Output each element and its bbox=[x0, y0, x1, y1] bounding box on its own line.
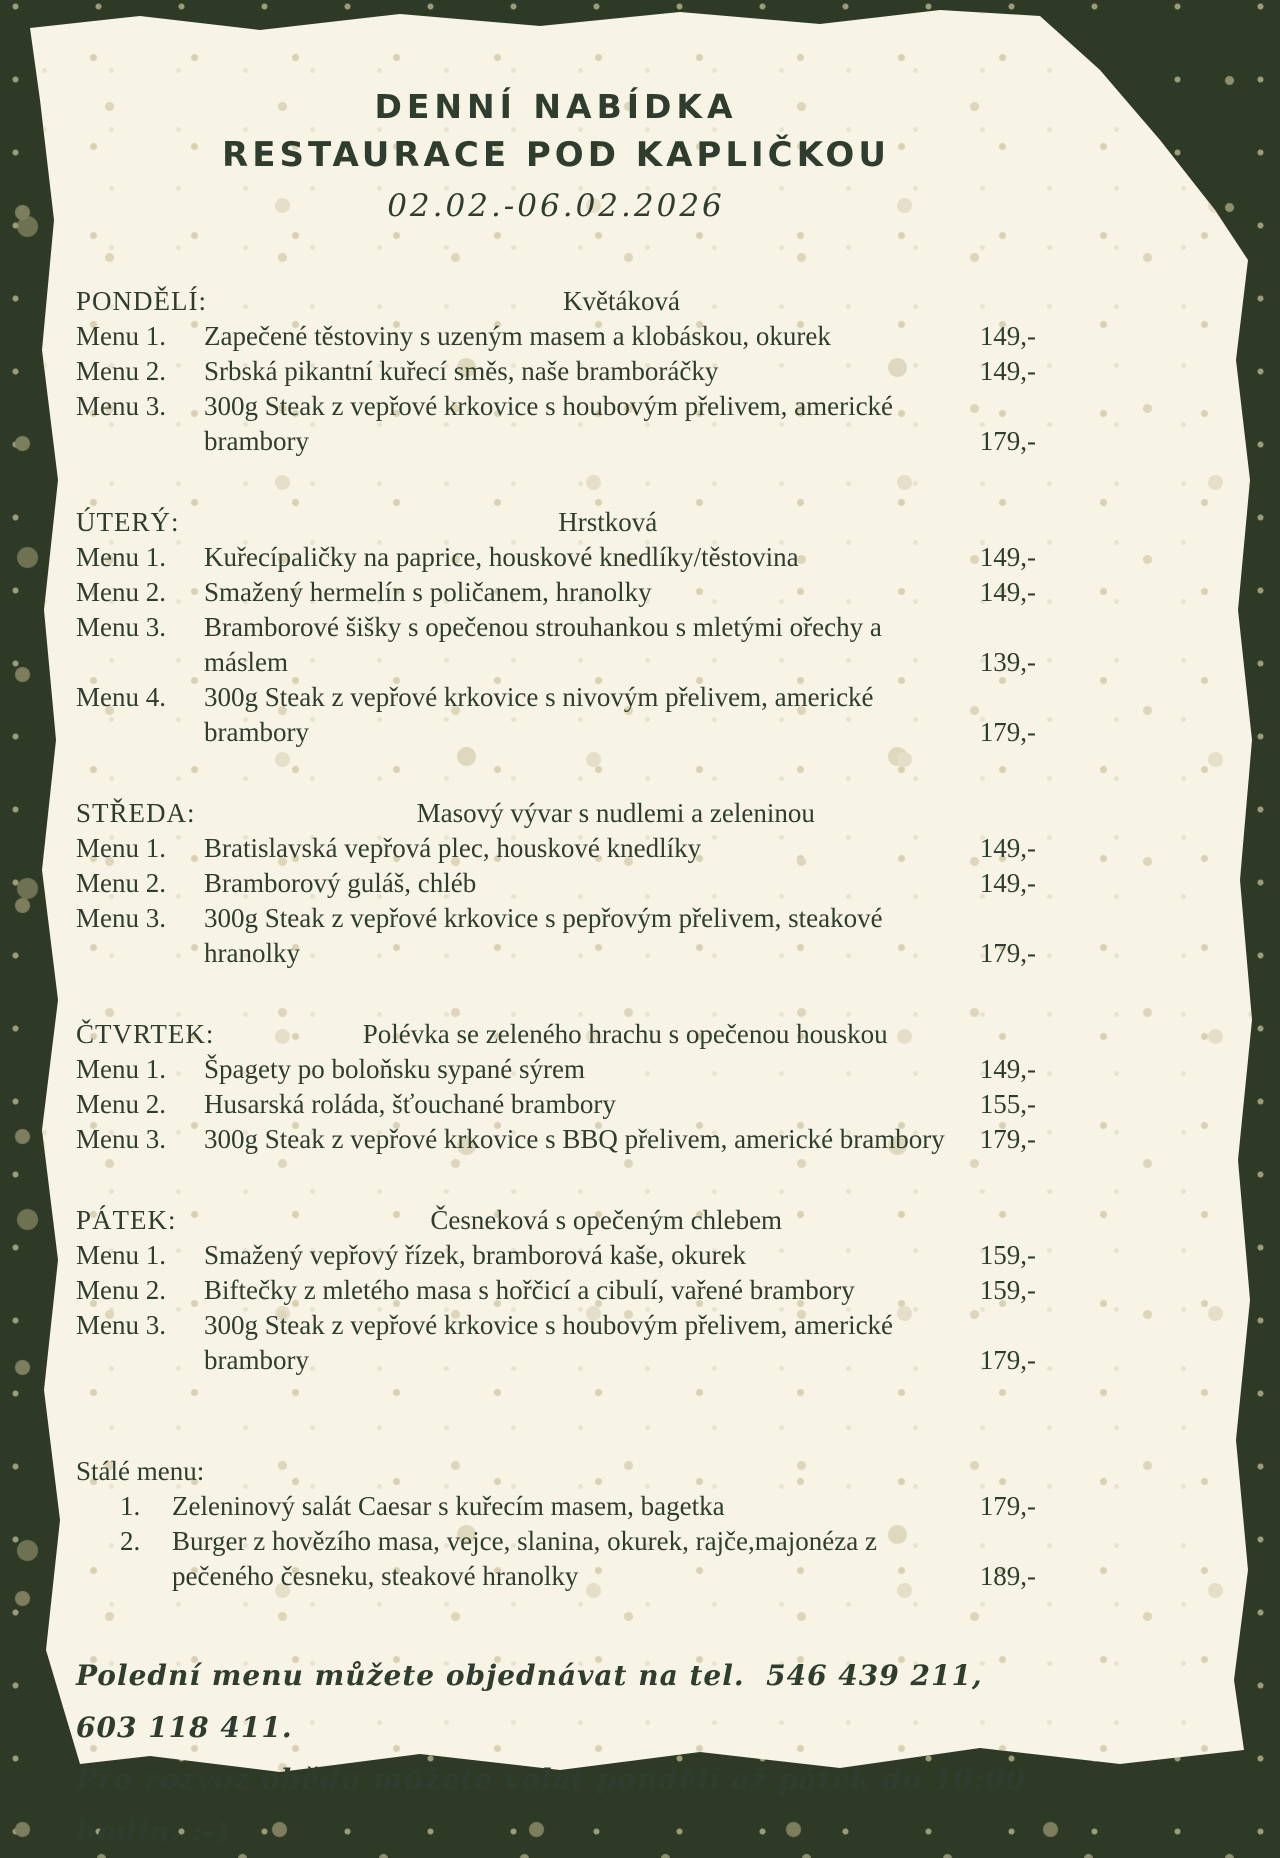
menu-item bbox=[76, 1052, 1036, 1087]
day-soup: Hrstková bbox=[558, 507, 658, 537]
footer-delivery-line: Pro rozvoz obědu můžete volat pondělí až pátek do 10:00 hodin. :-) bbox=[76, 1763, 1037, 1848]
menu-content bbox=[76, 84, 1036, 1858]
menu-item-price: 149,- bbox=[979, 356, 1036, 386]
day-section-wednesday bbox=[76, 796, 1036, 971]
menu-item-label: Menu 2. bbox=[76, 356, 166, 386]
menu-item-label: Menu 1. bbox=[76, 1240, 166, 1270]
menu-item-text: Špagety po boloňsku sypané sýrem bbox=[204, 1054, 585, 1084]
menu-item bbox=[76, 389, 1036, 459]
menu-item-price: 179,- bbox=[979, 938, 1036, 968]
menu-item-label: Menu 2. bbox=[76, 868, 166, 898]
footer-phone-line: Polední menu můžete objednávat na tel. 546 439 211, 603 118 411. bbox=[76, 1659, 1005, 1744]
menu-item-price: 149,- bbox=[979, 577, 1036, 607]
menu-item-price: 149,- bbox=[979, 868, 1036, 898]
day-section-friday bbox=[76, 1203, 1036, 1378]
menu-item bbox=[76, 575, 1036, 610]
day-section-thursday bbox=[76, 1017, 1036, 1157]
menu-item-label: Menu 1. bbox=[76, 833, 166, 863]
menu-item-label: Menu 2. bbox=[76, 1089, 166, 1119]
day-soup: Polévka se zeleného hrachu s opečenou houskou bbox=[362, 1019, 888, 1049]
day-soup: Česneková s opečeným chlebem bbox=[430, 1205, 783, 1235]
menu-item-label: Menu 2. bbox=[76, 1275, 166, 1305]
day-soup: Květáková bbox=[563, 286, 680, 316]
menu-item bbox=[76, 901, 1036, 971]
menu-item-text: 300g Steak z vepřové krkovice s BBQ přelivem, americké brambory bbox=[204, 1124, 945, 1154]
menu-item-label: 2. bbox=[120, 1526, 141, 1556]
menu-item-label: Menu 1. bbox=[76, 542, 166, 572]
menu-item-label: Menu 3. bbox=[76, 612, 166, 642]
menu-item-label: 1. bbox=[120, 1491, 141, 1521]
menu-item-text: Smažený hermelín s poličanem, hranolky bbox=[204, 577, 652, 607]
menu-item-text: 300g Steak z vepřové krkovice s houbovým přelivem, americké brambory bbox=[204, 1310, 894, 1375]
day-name: ÚTERÝ: bbox=[76, 507, 180, 537]
day-header bbox=[76, 1203, 1036, 1238]
menu-item bbox=[76, 1308, 1036, 1378]
day-header bbox=[76, 1017, 1036, 1052]
menu-item-price: 179,- bbox=[979, 426, 1036, 456]
menu-item bbox=[76, 354, 1036, 389]
menu-item-price: 179,- bbox=[979, 1124, 1036, 1154]
menu-item-price: 149,- bbox=[979, 1054, 1036, 1084]
menu-item-text: 300g Steak z vepřové krkovice s pepřovým přelivem, steakové hranolky bbox=[204, 903, 883, 968]
date-range: 02.02.-06.02.2026 bbox=[387, 188, 725, 224]
menu-item bbox=[76, 1273, 1036, 1308]
title-block bbox=[76, 84, 1036, 232]
menu-item bbox=[76, 1087, 1036, 1122]
menu-item-price: 179,- bbox=[979, 1491, 1036, 1521]
menu-item-price: 179,- bbox=[979, 1345, 1036, 1375]
menu-item-text: 300g Steak z vepřové krkovice s houbovým přelivem, americké brambory bbox=[204, 391, 894, 456]
menu-item-text: Bramborové šišky s opečenou strouhankou s mletými ořechy a máslem bbox=[204, 612, 882, 677]
day-soup: Masový vývar s nudlemi a zeleninou bbox=[416, 798, 815, 828]
menu-item-price: 159,- bbox=[979, 1275, 1036, 1305]
menu-item-text: Kuřecípaličky na paprice, houskové knedlíky/těstovina bbox=[204, 542, 799, 572]
menu-item-text: Smažený vepřový řízek, bramborová kaše, okurek bbox=[204, 1240, 747, 1270]
menu-item-text: Bratislavská vepřová plec, houskové knedlíky bbox=[204, 833, 702, 863]
menu-item-price: 149,- bbox=[979, 321, 1036, 351]
menu-item-label: Menu 2. bbox=[76, 577, 166, 607]
menu-item-label: Menu 4. bbox=[76, 682, 166, 712]
menu-item bbox=[76, 1238, 1036, 1273]
menu-item-label: Menu 3. bbox=[76, 391, 166, 421]
menu-item bbox=[76, 319, 1036, 354]
menu-item bbox=[76, 866, 1036, 901]
menu-item-text: Husarská roláda, šťouchané brambory bbox=[204, 1089, 616, 1119]
restaurant-name: RESTAURACE POD KAPLIČKOU bbox=[222, 135, 890, 175]
day-name: PONDĚLÍ: bbox=[76, 286, 207, 316]
permanent-menu-title: Stálé menu: bbox=[76, 1456, 205, 1486]
day-section-monday bbox=[76, 284, 1036, 459]
page-title: DENNÍ NABÍDKA bbox=[374, 87, 738, 126]
day-header bbox=[76, 284, 1036, 319]
menu-item-price: 139,- bbox=[979, 647, 1036, 677]
menu-item-label: Menu 3. bbox=[76, 903, 166, 933]
day-header bbox=[76, 505, 1036, 540]
menu-item-label: Menu 3. bbox=[76, 1124, 166, 1154]
menu-item-price: 155,- bbox=[979, 1089, 1036, 1119]
menu-item bbox=[76, 610, 1036, 680]
menu-item-price: 179,- bbox=[979, 717, 1036, 747]
permanent-menu-section bbox=[76, 1454, 1036, 1594]
menu-item-text: Zapečené těstoviny s uzeným masem a klobáskou, okurek bbox=[204, 321, 831, 351]
menu-item bbox=[76, 540, 1036, 575]
menu-item-text: 300g Steak z vepřové krkovice s nivovým přelivem, americké brambory bbox=[204, 682, 874, 747]
menu-item-label: Menu 3. bbox=[76, 1310, 166, 1340]
menu-item bbox=[76, 680, 1036, 750]
menu-item-text: Srbská pikantní kuřecí směs, naše bramboráčky bbox=[204, 356, 719, 386]
day-section-tuesday bbox=[76, 505, 1036, 750]
menu-item-price: 159,- bbox=[979, 1240, 1036, 1270]
menu-item-label: Menu 1. bbox=[76, 321, 166, 351]
day-header bbox=[76, 796, 1036, 831]
menu-item-price: 149,- bbox=[979, 833, 1036, 863]
menu-item bbox=[76, 1489, 1036, 1524]
menu-item bbox=[76, 1524, 1036, 1594]
day-name: PÁTEK: bbox=[76, 1205, 177, 1235]
menu-item-text: Burger z hovězího masa, vejce, slanina, okurek, rajče,majonéza z pečeného česneku, steakové hranolky bbox=[172, 1526, 877, 1591]
footer-note bbox=[76, 1650, 1036, 1858]
day-name: ČTVRTEK: bbox=[76, 1019, 215, 1049]
menu-item-price: 149,- bbox=[979, 542, 1036, 572]
menu-item bbox=[76, 1122, 1036, 1157]
menu-item-text: Zeleninový salát Caesar s kuřecím masem, bagetka bbox=[172, 1491, 725, 1521]
menu-item-label: Menu 1. bbox=[76, 1054, 166, 1084]
menu-item-text: Bramborový guláš, chléb bbox=[204, 868, 477, 898]
menu-item bbox=[76, 831, 1036, 866]
day-name: STŘEDA: bbox=[76, 798, 196, 828]
menu-item-text: Biftečky z mletého masa s hořčicí a cibulí, vařené brambory bbox=[204, 1275, 855, 1305]
menu-item-price: 189,- bbox=[979, 1561, 1036, 1591]
